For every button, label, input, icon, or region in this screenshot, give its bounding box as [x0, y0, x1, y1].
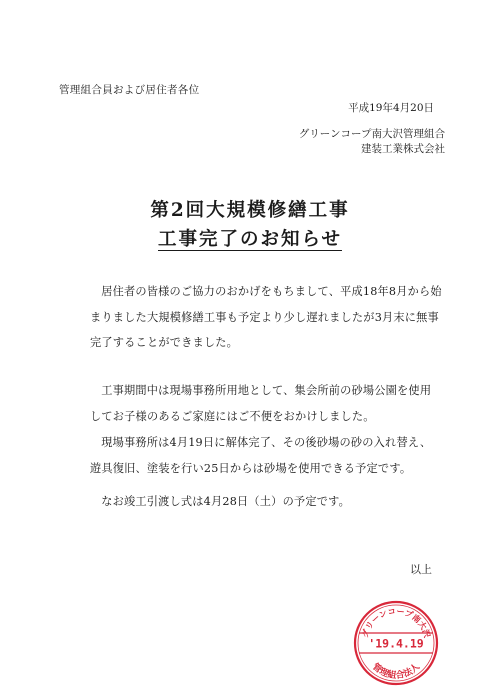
seal-top-text: グリーンコープ南大沢 — [359, 605, 433, 639]
title-line-2 — [0, 225, 500, 251]
title-line-1: 第2回大規模修繕工事 — [150, 200, 350, 221]
seal-graphic — [353, 600, 439, 686]
title-line-2-text: 工事完了のお知らせ — [158, 229, 342, 250]
paragraph-text: 居住者の皆様のご協力のおかげをもちまして、平成18年8月から始まりました大規模修繕工事も予定より少し遅れましたが3月末に無事完了することができました。 — [90, 285, 442, 349]
date-seal-stamp — [353, 600, 439, 686]
sender-organization: グリーンコープ南大沢管理組合 — [298, 128, 445, 140]
issue-date: 平成19年4月20日 — [348, 102, 434, 114]
paragraph-2 — [90, 378, 442, 429]
paragraph-3 — [90, 430, 442, 481]
paragraph-text: なお竣工引渡し式は4月28日（土）の予定です。 — [101, 495, 350, 508]
paragraph-4 — [90, 489, 442, 515]
seal-date-text: '19.4.19 — [368, 636, 424, 651]
recipient-line: 管理組合員および居住者各位 — [59, 84, 200, 96]
paragraph-1 — [90, 279, 442, 356]
seal-bottom-text: 管理組合法人 — [370, 661, 422, 682]
paragraph-text: 工事期間中は現場事務所用地として、集会所前の砂場公園を使用してお子様のあるご家庭にはご不便をおかけしました。 — [90, 384, 432, 423]
sender-company: 建装工業株式会社 — [361, 143, 445, 155]
closing-word: 以上 — [410, 563, 432, 576]
sender-block — [299, 127, 445, 157]
paragraph-text: 現場事務所は4月19日に解体完了、その後砂場の砂の入れ替え、遊具復旧、塗装を行い25日からは砂場を使用できる予定です。 — [90, 436, 432, 475]
